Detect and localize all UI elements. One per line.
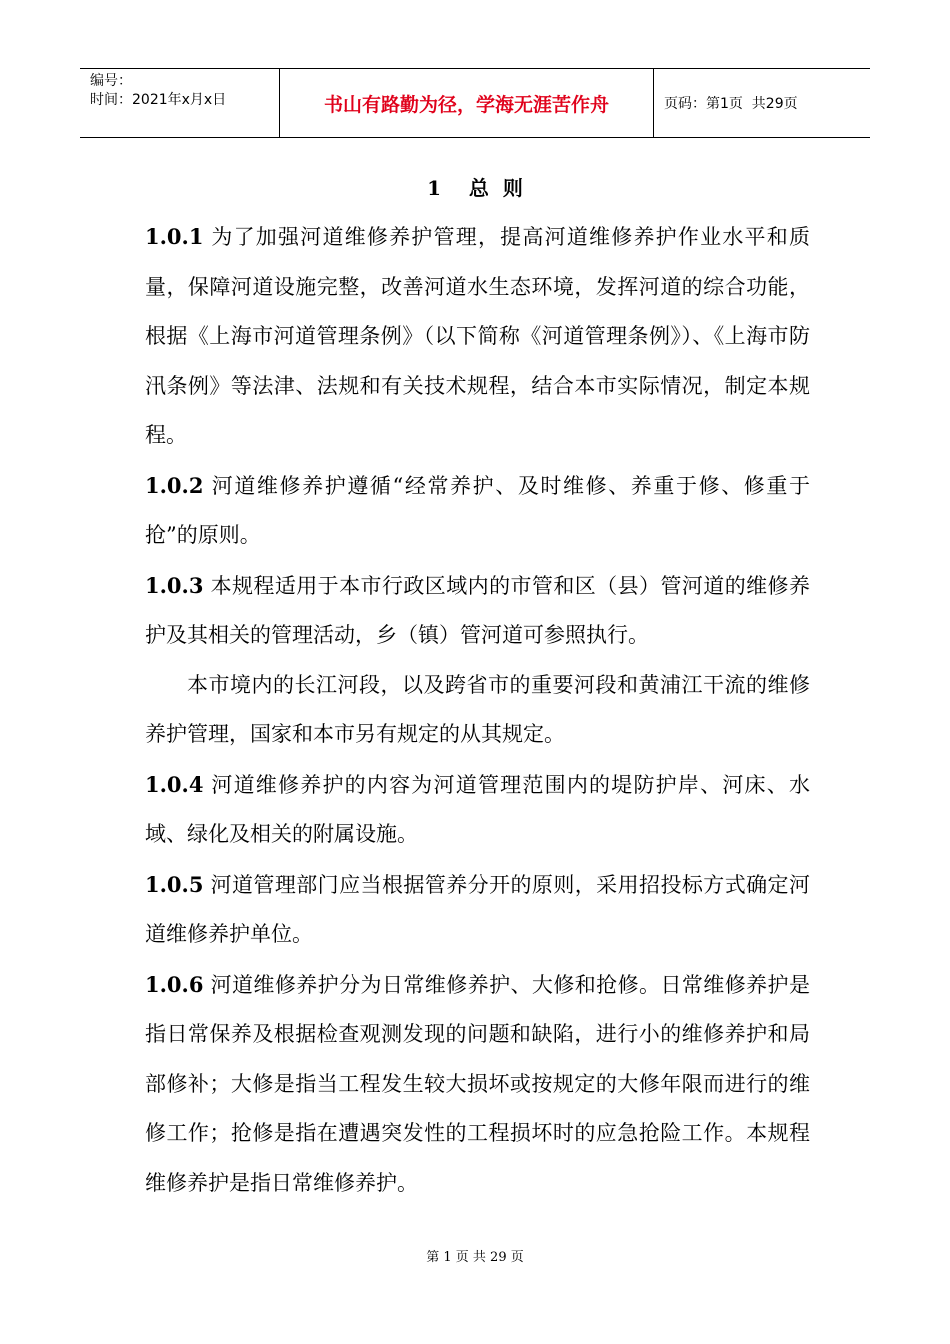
clause-text: 河道维修养护分为日常维修养护、大修和抢修。日常维修养护是指日常保养及根据检查观测发现的问题和缺陷，进行小的维修养护和局部修补；大修是指当工程发生较大损坏或按规定的大修年限而进行的维修工作；抢修是指在遭遇突发性的工程损坏时的应急抢险工作。本规程维修养护是指日常维修养护。 xyxy=(145,972,810,1195)
clause-text: 本规程适用于本市行政区域内的市管和区（县）管河道的维修养护及其相关的管理活动，乡（镇）管河道可参照执行。 xyxy=(145,573,810,647)
clause-number: 1.0.2 xyxy=(145,472,204,498)
clause-text: 河道维修养护遵循“经常养护、及时维修、养重于修、修重于抢”的原则。 xyxy=(145,473,810,547)
section-number: 1 xyxy=(427,176,442,200)
clause-paragraph xyxy=(145,860,810,960)
clause-text: 河道维修养护的内容为河道管理范围内的堤防护岸、河床、水域、绿化及相关的附属设施。 xyxy=(145,772,810,846)
clause-number: 1.0.4 xyxy=(145,771,204,797)
serial-label: 编号： xyxy=(90,73,132,89)
section-title xyxy=(0,172,950,201)
clause-paragraph xyxy=(145,461,810,561)
clause-paragraph xyxy=(145,561,810,661)
clause-number: 1.0.3 xyxy=(145,572,204,598)
page-info-text: 页码：第1页 共29页 xyxy=(664,96,798,112)
header-page-info xyxy=(654,69,870,137)
document-body xyxy=(145,212,810,1208)
clause-number: 1.0.5 xyxy=(145,871,204,897)
section-title-text: 总 则 xyxy=(468,176,523,200)
clause-paragraph xyxy=(145,661,810,760)
clause-text: 河道管理部门应当根据管养分开的原则，采用招投标方式确定河道维修养护单位。 xyxy=(145,872,810,946)
time-label: 时间：2021年x月x日 xyxy=(90,92,227,108)
clause-number: 1.0.6 xyxy=(145,971,204,997)
page-footer: 第 1 页 共 29 页 xyxy=(426,1250,524,1265)
header-meta xyxy=(80,69,280,137)
clause-number: 1.0.1 xyxy=(145,224,204,249)
clause-text: 为了加强河道维修养护管理，提高河道维修养护作业水平和质量，保障河道设施完整，改善河道水生态环境，发挥河道的综合功能，根据《上海市河道管理条例》（以下简称《河道管理条例》）、《上海市防汛条例》等法津、法规和有关技术规程，结合本市实际情况，制定本规程。 xyxy=(145,225,810,447)
page-header xyxy=(80,68,870,138)
clause-paragraph xyxy=(145,960,810,1209)
clause-text: 本市境内的长江河段，以及跨省市的重要河段和黄浦江干流的维修养护管理，国家和本市另有规定的从其规定。 xyxy=(145,672,810,746)
header-motto: 书山有路勤为径，学海无涯苦作舟 xyxy=(280,69,654,137)
clause-paragraph xyxy=(145,760,810,860)
clause-paragraph xyxy=(145,212,810,461)
